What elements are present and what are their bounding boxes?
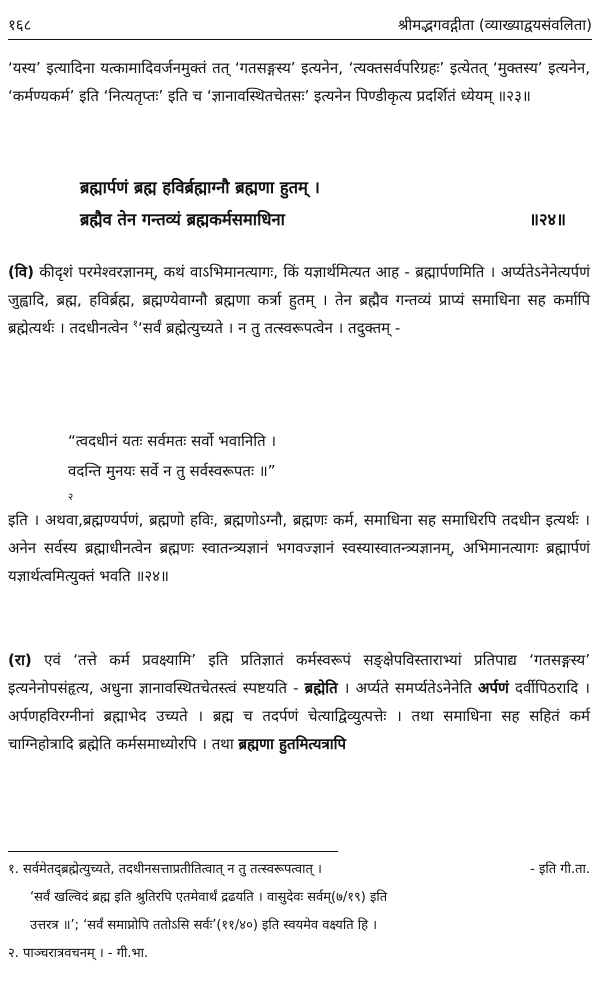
footnote-2: २. पाञ्चरात्रवचनम् । - गी.भा.: [8, 946, 149, 961]
paragraph-ra-text: एवं ‘तत्ते कर्म प्रवक्ष्यामि’ इति प्रतिज्ञातं कर्मस्वरूपं सङ्क्षेपविस्ताराभ्यां प्रतिपाद्य ‘गतसङ्गस्य’ इत्यनेनोपसंहृत्य, अधुना ज्ञानावस्थितचेतस्त्वं स्पष्टयति -: [8, 651, 590, 697]
keyword-arpanam: अर्पणं: [478, 679, 509, 697]
running-head: [8, 0, 592, 40]
footnote-1-text: १. सर्वमेतद्ब्रह्मेत्युच्यते, तदधीनसत्ताप्रतीतित्वात् न तु तत्स्वरूपत्वात् ।: [8, 862, 322, 877]
verse-number: ॥२४॥: [529, 210, 566, 229]
paragraph-ra-text-2: । अर्प्यते समर्प्यतेऽनेनेति: [337, 679, 479, 697]
footnote-ref-2: २: [68, 492, 74, 503]
verse-line-2: [80, 204, 580, 236]
footnote-1-line-2: ‘सर्वं खल्विदं ब्रह्म इति श्रुतिरपि एतमेवार्थं द्रढयति । वासुदेवः सर्वम्(७/१९) इति: [30, 890, 388, 905]
quoted-verse: [68, 426, 560, 516]
footnote-1-source: - इति गी.ता.: [530, 862, 590, 877]
paragraph-vi-commentary: [8, 258, 590, 342]
keyword-brahmeti: ब्रह्मेति: [304, 679, 338, 697]
verse-line-2-text: ब्रह्मैव तेन गन्तव्यं ब्रह्मकर्मसमाधिना: [80, 210, 285, 229]
paragraph-ra-text-3: दर्वीपिठरादि । अर्पणहविरग्नीनां ब्रह्माभेद उच्यते । ब्रह्म च तदर्पणं चेत्याद्विव्युत्पत्तेः । तथा समाधिना सह सहितं कर्म चाग्निहोत्रादि ब्रह्मेति कर्मसमाध्योरपि । तथा: [8, 679, 590, 753]
commentary-marker-vi: (वि): [8, 263, 34, 281]
keyword-brahmana-hutam: ब्रह्मणा हुतमित्यत्रापि: [238, 735, 347, 753]
quote-line-1: “त्वदधीनं यतः सर्वमतः सर्वो भवानिति ।: [68, 432, 277, 450]
page-number: १६८: [8, 16, 32, 34]
verse-24: [80, 172, 580, 236]
book-title: श्रीमद्भगवद्गीता (व्याख्याद्वयसंवलिता): [397, 16, 592, 34]
paragraph-vi-text: कीदृशं परमेश्वरज्ञानम्, कथं वाऽभिमानत्यागः, किं यज्ञार्थमित्यत आह - ब्रह्मार्पणमिति । अर्प्यतेऽनेनेत्यर्पणं जुह्वादि, ब्रह्म, हविर्ब्रह्म, ब्रह्मण्येवाग्नौ ब्रह्मणा कर्त्रा हुतम् । तेन ब्रह्मैव गन्तव्यं प्राप्यं समाधिना सह कर्मापि ब्रह्मेत्यर्थः । तदधीनत्वेन: [8, 263, 590, 337]
paragraph-ra-commentary: [8, 646, 590, 758]
footnote-ref-1: १: [132, 319, 139, 330]
footnote-divider: [8, 851, 338, 852]
footnote-1-line-3: उत्तरत्र ॥’; ‘सर्वं समाप्नोपि ततोऽसि सर्वः’(११/४०) इति स्वयमेव वक्ष्यति हि ।: [30, 918, 378, 933]
commentary-marker-ra: (रा): [8, 651, 32, 669]
paragraph-vi-text-2: ‘सर्वं ब्रह्मेत्युच्यते । न तु तत्स्वरूपत्वेन । तदुक्तम् -: [138, 319, 401, 337]
footnotes: [8, 856, 590, 968]
quote-line-2: वदन्ति मुनयः सर्वे न तु सर्वस्वरूपतः ॥” $^२$: [68, 462, 276, 503]
verse-line-1: ब्रह्मार्पणं ब्रह्म हविर्ब्रह्माग्नौ ब्रह्मणा हुतम् ।: [80, 178, 320, 197]
paragraph-vi-conclusion: इति । अथवा,ब्रह्मण्यर्पणं, ब्रह्मणो हविः, ब्रह्मणोऽग्नौ, ब्रह्मणः कर्म, समाधिना सह समाधिरपि तदधीन इत्यर्थः । अनेन सर्वस्य ब्रह्माधीनत्वेन ब्रह्मणः स्वातन्त्र्यज्ञानं भगवज्ज्ञानं स्वस्यास्वातन्त्र्यज्ञानम्, अभिमानत्यागः ब्रह्मार्पणं यज्ञार्थत्वमित्युक्तं भवति ॥२४॥: [8, 511, 590, 585]
paragraph-commentary-23: ‘यस्य’ इत्यादिना यत्कामादिवर्जनमुक्तं तत् ‘गतसङ्गस्य’ इत्यनेन, ‘त्यक्तसर्वपरिग्रहः’ इत्येतत् ‘मुक्तस्य’ इत्यनेन, ‘कर्मण्यकर्म’ इति ‘नित्यतृप्तः’ इति च ‘ज्ञानावस्थितचेतसः’ इत्यनेन पिण्डीकृत्य प्रदर्शितं ध्येयम् ॥२३॥: [8, 59, 590, 105]
footnote-1-line-1: [8, 856, 590, 884]
